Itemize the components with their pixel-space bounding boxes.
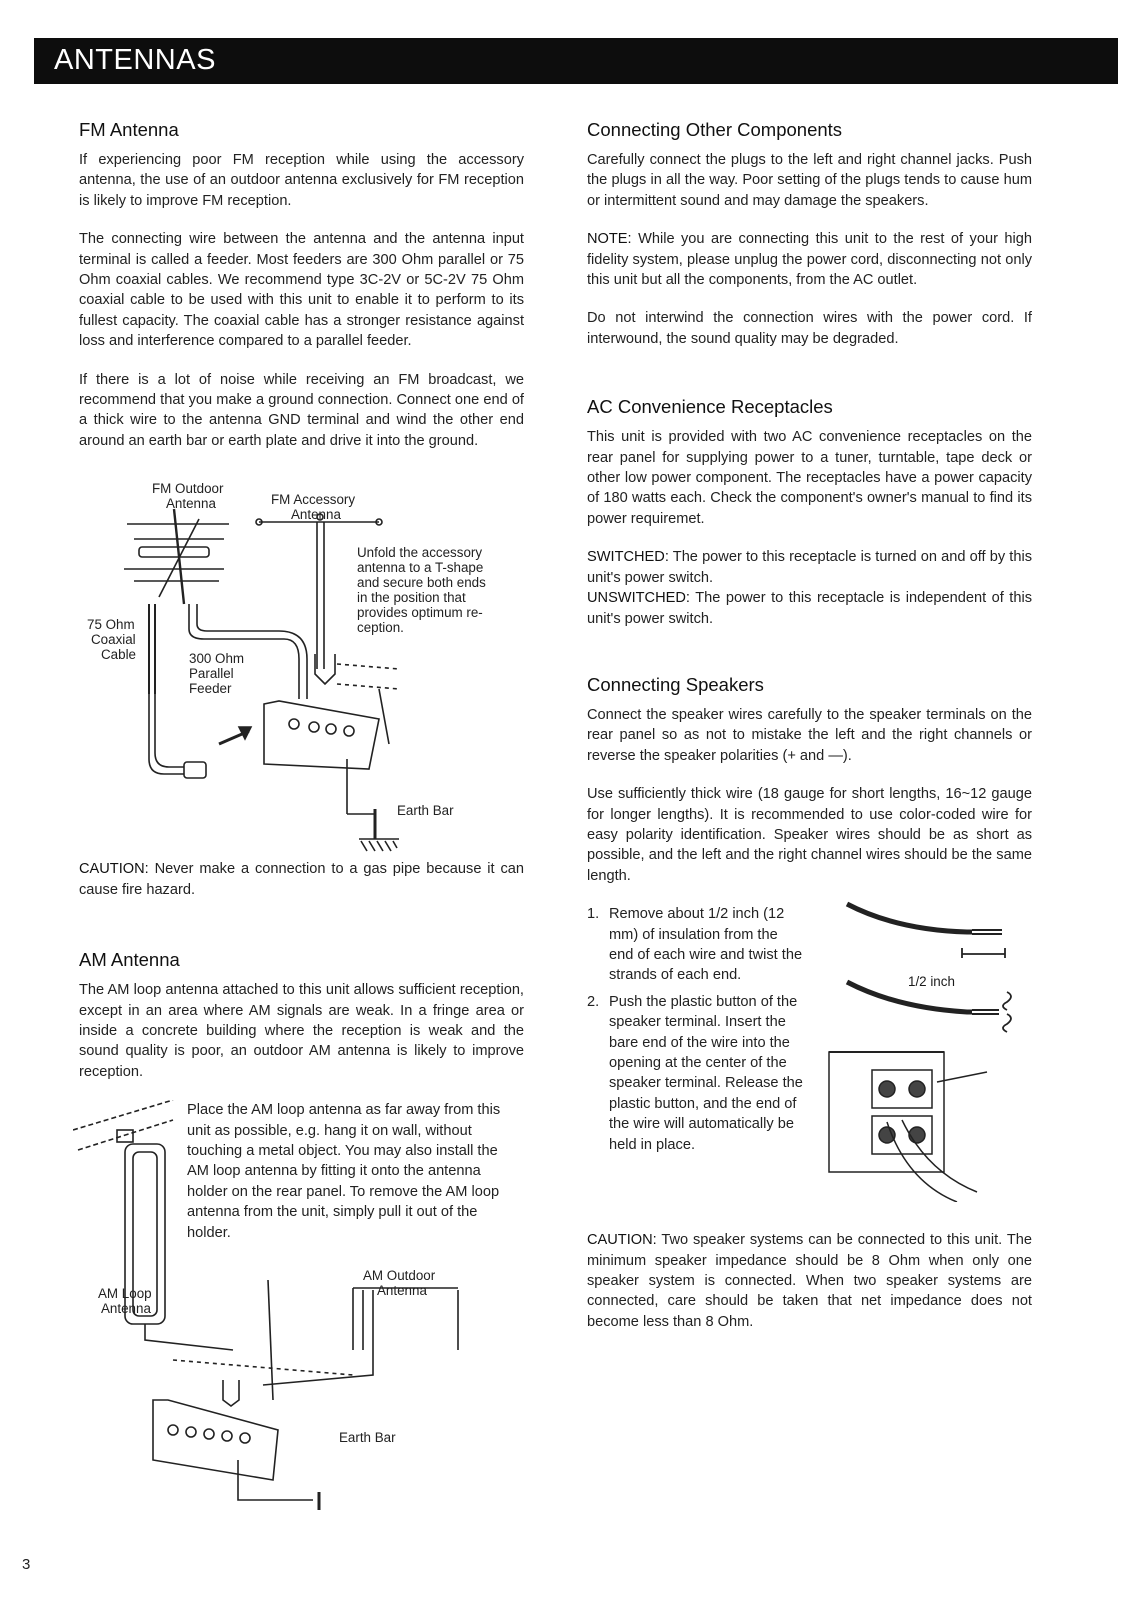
fm-antenna-paragraph-1: If experiencing poor FM reception while using the accessory antenna, the use of an outdoor antenna exclusively for FM reception is likely to improve FM reception. [79,152,524,209]
connecting-other-paragraph-3: Do not interwind the connection wires with the power cord. If interwound, the sound quality may be degraded. [587,310,1032,347]
speakers-caution [587,1230,1032,1332]
fm-antenna-heading: FM Antenna [79,119,179,140]
switched-text: The power to this receptacle is turned on and off by this unit's power switch. [587,549,1033,586]
fm-connection-illustration [79,469,524,859]
speaker-steps [587,904,1032,1210]
unfold-note-4: in the position that [357,590,466,606]
unfold-note-3: and secure both ends [357,575,486,591]
fm-caution [79,859,524,900]
unswitched-paragraph [587,588,1032,629]
connecting-speakers-paragraph-2: Use sufficiently thick wire (18 gauge for short lengths, 16~12 gauge for longer lengths). It is recommended to use color-coded wire for easy polarity identification. Speaker wires should be as short as possible, and the left and the right channel wires should be the same length. [587,786,1032,884]
section-title: ANTENNAS [54,44,216,76]
connecting-other-note [587,229,1032,290]
am-loop-label-2: Antenna [101,1301,151,1317]
unswitched-text: The power to this receptacle is independent of this unit's power switch. [587,590,1032,627]
unfold-note-5: provides optimum re- [357,605,483,621]
speakers-caution-text: Two speaker systems can be connected to this unit. The minimum speaker impedance should be 8 Ohm when only one speaker system is connected. When two speaker systems are connected, care should be taken that net impedance does not become less than 8 Ohm. [587,1232,1032,1330]
speaker-step-1 [587,904,805,986]
section-banner [34,38,1118,84]
page-number: 3 [22,1556,31,1573]
fm-antenna-diagram [79,469,524,859]
unfold-note-1: Unfold the accessory [357,545,483,561]
am-antenna-heading: AM Antenna [79,949,180,971]
connecting-other-paragraph-1: Carefully connect the plugs to the left and right channel jacks. Push the plugs in all the way. Poor setting of the plugs tends to cause hum or intermittent sound and may damage the speakers. [587,152,1032,209]
step-2-number: 2. [587,993,600,1010]
coax-label-3: Cable [101,647,136,663]
right-column [587,118,1032,1350]
step-1-number: 1. [587,906,600,923]
am-outdoor-label-1: AM Outdoor [363,1268,436,1284]
connecting-other-heading: Connecting Other Components [587,119,843,140]
feeder-label-1: 300 Ohm [189,651,245,667]
feeder-label-3: Feeder [189,681,232,697]
fm-accessory-antenna-label-2: Antenna [291,507,341,523]
left-column [79,118,524,1510]
am-outdoor-label-2: Antenna [377,1283,427,1299]
am-antenna-paragraph-2: Place the AM loop antenna as far away from this unit as possible, e.g. hang it on wall, without touching a metal object. You may also install the AM loop antenna by fitting it onto the antenna holder on the rear panel. To remove the AM loop antenna from the unit, simply pull it out of the holder. [187,1102,501,1241]
fm-antenna-paragraph-3: If there is a lot of noise while receiving an FM broadcast, we recommend that you make a ground connection. Connect one end of a thick wire to the antenna GND terminal and wind the other end around an earth bar or earth plate and drive it into the ground. [79,371,524,449]
speaker-terminal-illustration [827,1032,1027,1202]
half-inch-label: 1/2 inch [908,974,955,990]
fm-outdoor-antenna-label-1: FM Outdoor [152,481,224,497]
unswitched-label: UNSWITCHED: [587,590,690,607]
note-label: NOTE: [587,231,632,248]
am-antenna-diagram [79,1100,524,1510]
step-2-text: Push the plastic button of the speaker terminal. Insert the bare end of the wire into the opening at the center of the speaker terminal. Release the plastic button, and the end of the wire will automatically be held in place. [609,993,803,1153]
speakers-caution-label: CAUTION: [587,1232,657,1249]
am-loop-label-1: AM Loop [98,1286,152,1302]
wire-stripping-illustration [827,900,1027,1040]
coax-label-2: Coaxial [91,632,136,648]
unfold-note-6: ception. [357,620,404,636]
feeder-label-2: Parallel [189,666,234,682]
unfold-note-2: antenna to a T-shape [357,560,484,576]
step-1-text: Remove about 1/2 inch (12 mm) of insulation from the end of each wire and twist the strands of each end. [609,906,803,984]
fm-caution-text: Never make a connection to a gas pipe because it can cause fire hazard. [79,861,524,898]
note-text: While you are connecting this unit to the rest of your high fidelity system, please unplug the power cord, disconnecting not only this unit but all the components, from the AC outlet. [587,231,1032,289]
connecting-speakers-heading: Connecting Speakers [587,673,764,695]
fm-earth-bar-label: Earth Bar [397,803,454,819]
fm-accessory-antenna-label-1: FM Accessory [271,492,356,508]
speaker-step-2 [587,992,805,1155]
connecting-speakers-paragraph-1: Connect the speaker wires carefully to the speaker terminals on the rear panel so as not to mistake the left and the right channels or reverse the speaker polarities (+ and —). [587,706,1032,764]
coax-label-1: 75 Ohm [87,617,135,633]
am-antenna-paragraph-1: The AM loop antenna attached to this unit allows sufficient reception, except in an area where AM signals are weak. In a fringe area or inside a concrete building where the reception is weak and the sound quality is poor, an outdoor AM antenna is likely to improve reception. [79,982,524,1080]
switched-label: SWITCHED: [587,549,669,566]
fm-antenna-paragraph-2: The connecting wire between the antenna and the antenna input terminal is called a feeder. Most feeders are 300 Ohm parallel or 75 Ohm coaxial cables. We recommend type 3C-2V or 5C-2V 75 Ohm coaxial cable to be used with this unit to enable it to perform to its fullest capacity. The coaxial cable has a stronger resistance against loss and interference compared to a parallel feeder. [79,231,524,350]
am-earth-bar-label: Earth Bar [339,1430,396,1446]
switched-paragraph [587,547,1032,588]
fm-outdoor-antenna-label-2: Antenna [166,496,216,512]
ac-receptacles-heading: AC Convenience Receptacles [587,396,833,418]
fm-caution-label: CAUTION: [79,861,149,878]
ac-receptacles-paragraph-1: This unit is provided with two AC convenience receptacles on the rear panel for supplying power to a tuner, turntable, tape deck or other low power component. The receptacles have a power capacity of 180 watts each. Check the component's owner's manual to find its power requiremet. [587,429,1032,527]
